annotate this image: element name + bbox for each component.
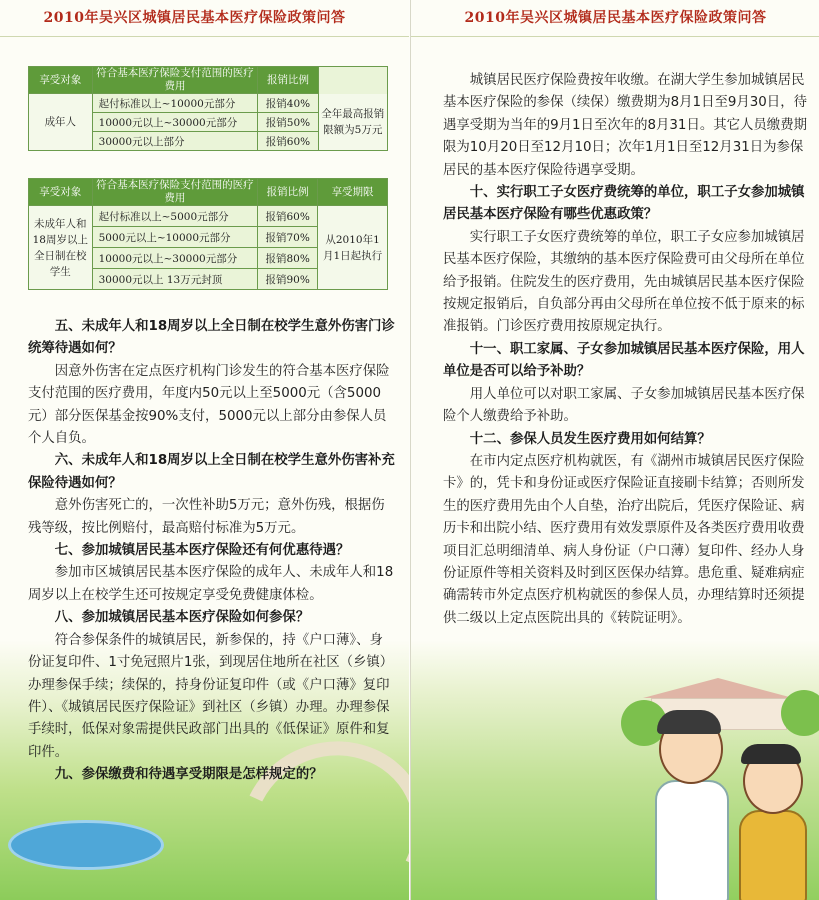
tree-illustration [781,690,819,736]
question-11: 十一、职工家属、子女参加城镇居民基本医疗保险，用人单位是否可以给予补助？ [443,341,805,380]
answer-9: 城镇居民医疗保险费按年收缴。在湖大学生参加城镇居民基本医疗保险的参保（续保）缴费期为8月1日至9月30日，待遇享受期为当年的9月1日至次年的8月31日。其它人员缴费期限为10月20日至12月10日；次年1月1日至12月31日为参保居民的基本医疗保险待遇享受期。 [443,73,807,178]
table-cell-range: 10000元以上~30000元部分 [92,248,258,269]
patient-illustration [733,740,813,900]
table-cell-range: 30000元以上部分 [92,132,258,151]
answer-11: 用人单位可以对职工家属、子女参加城镇居民基本医疗保险个人缴费给予补助。 [443,386,805,425]
table-cell-group: 未成年人和18周岁以上全日制在校学生 [29,206,93,290]
answer-12: 在市内定点医疗机构就医，有《湖州市城镇居民医疗保险卡》的，凭卡和身份证或医疗保险证直接刷卡结算；否则所发生的医疗费用先由个人自垫，治疗出院后，凭医疗保险证、病历卡和出院小结、医疗费用有效发票原件及各类医疗费用收费项目汇总明细清单、病人身份证（户口薄）复印件、经办人身份证原件等相关资料及时到区医保办结算。患危重、疑难病症确需转市外定点医疗机构就医的参保人员，办理结算时还须提供二级以上定点医院出具的《转院证明》。 [443,453,805,626]
left-body-text [28,316,395,787]
question-12: 十二、参保人员发生医疗费用如何结算？ [469,431,711,447]
table-header: 享受对象 [29,179,93,206]
table-cell-range: 30000元以上 13万元封顶 [92,269,258,290]
table-cell-ratio: 报销90% [258,269,318,290]
left-page-header: 2010年吴兴区城镇居民基本医疗保险政策问答 [0,0,409,37]
question-8: 八、参加城镇居民基本医疗保险如何参保？ [54,610,310,626]
pond-illustration [8,820,164,870]
table-cell-range: 5000元以上~10000元部分 [92,227,258,248]
table-cell-group: 成年人 [29,94,93,151]
doctor-illustration [647,700,737,900]
question-9: 九、参保缴费和待遇享受期限是怎样规定的？ [54,767,323,783]
table-header: 报销比例 [258,179,318,206]
table-header: 符合基本医疗保险支付范围的医疗费用 [92,67,258,94]
meadow-illustration [0,770,409,900]
answer-6: 意外伤害死亡的，一次性补助5万元；意外伤残，根据伤残等级，按比例赔付，最高赔付标准为5万元。 [28,498,385,536]
table-header: 享受对象 [29,67,93,94]
table-header: 报销比例 [258,67,318,94]
table-cell-note: 全年最高报销限额为5万元 [318,94,388,151]
right-body-text [443,70,812,630]
table-cell-range: 起付标准以上~5000元部分 [92,206,258,227]
table-cell-ratio: 报销40% [258,94,318,113]
table-cell-ratio: 报销70% [258,227,318,248]
table-header [318,67,388,94]
answer-5: 因意外伤害在定点医疗机构门诊发生的符合基本医疗保险支付范围的医疗费用，年度内50元以上至5000元（含5000元）部分医保基金按90%支付，5000元以上部分由参保人员个人自负。 [28,363,390,447]
question-6: 六、未成年人和18周岁以上全日制在校学生意外伤害补充保险待遇如何？ [28,453,395,491]
table-header: 享受期限 [318,179,388,206]
right-page [410,0,819,900]
minor-reimbursement-table [28,178,388,290]
table-cell-ratio: 报销60% [258,132,318,151]
table-cell-range: 10000元以上~30000元部分 [92,113,258,132]
question-7: 七、参加城镇居民基本医疗保险还有何优惠待遇？ [54,543,350,559]
answer-8: 符合参保条件的城镇居民，新参保的，持《户口薄》、身份证复印件、1寸免冠照片1张，到现居住地所在社区（乡镇）办理参保手续；续保的，持身份证复印件（或《户口薄》复印件）、《城镇居民医疗保险证》到社区（乡镇）办理。办理参保手续时，低保对象需提供民政部门出具的《低保证》原件和复印件。 [28,632,394,760]
answer-7: 参加市区城镇居民基本医疗保险的成年人、未成年人和18周岁以上在校学生还可按规定享受免费健康体检。 [28,565,394,603]
right-page-header: 2010年吴兴区城镇居民基本医疗保险政策问答 [411,0,819,37]
answer-10: 实行职工子女医疗费统筹的单位，职工子女应参加城镇居民基本医疗保险，其缴纳的基本医疗保险费可由父母所在单位给予报销。住院发生的医疗费用，先由城镇居民基本医疗保险按规定报销后，自负部分再由父母所在单位按不低于原来的标准报销。门诊医疗费用按原规定执行。 [443,229,805,335]
table-cell-ratio: 报销80% [258,248,318,269]
table-cell-period: 从2010年1月1日起执行 [318,206,388,290]
table-cell-range: 起付标准以上~10000元部分 [92,94,258,113]
question-5: 五、未成年人和18周岁以上全日制在校学生意外伤害门诊统筹待遇如何？ [28,319,395,357]
table-cell-ratio: 报销60% [258,206,318,227]
question-10: 十、实行职工子女医疗费统筹的单位，职工子女参加城镇居民基本医疗保险有哪些优惠政策？ [443,185,805,223]
table-header: 符合基本医疗保险支付范围的医疗费用 [92,179,258,206]
table-cell-ratio: 报销50% [258,113,318,132]
left-page [0,0,409,900]
adult-reimbursement-table [28,66,388,151]
